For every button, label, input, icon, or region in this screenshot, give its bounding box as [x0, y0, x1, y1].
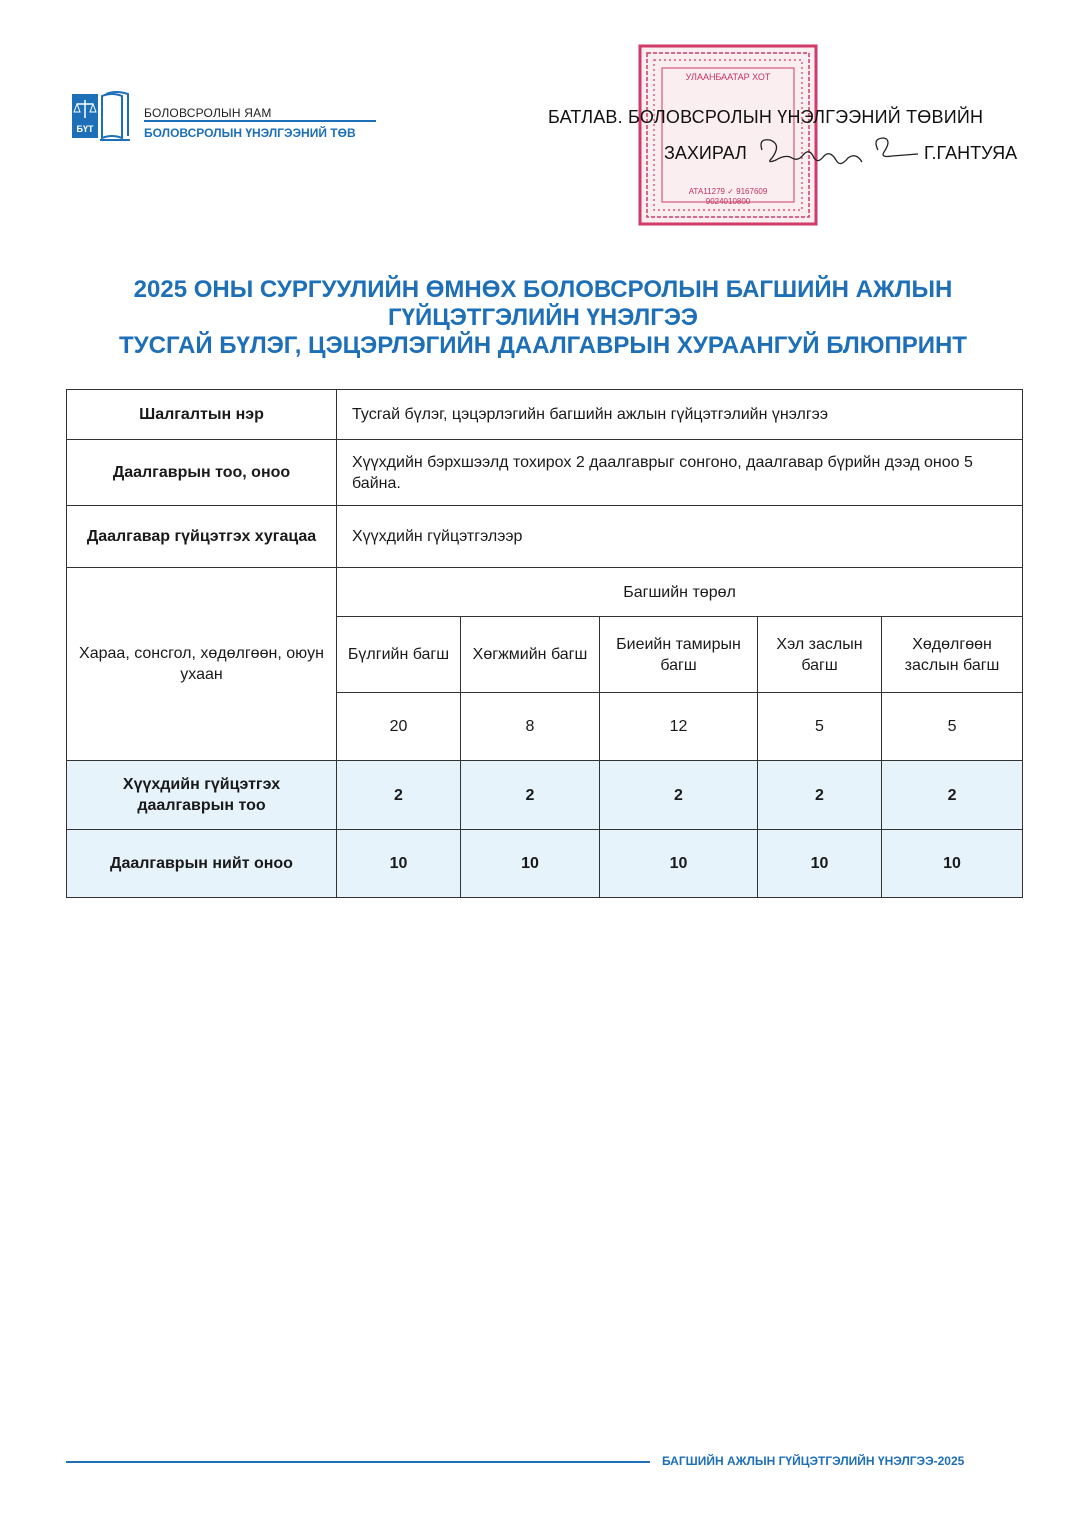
table-row	[67, 440, 1023, 506]
signature-icon	[752, 128, 922, 173]
total-value: 10	[758, 830, 882, 898]
title-line1: 2025 ОНЫ СУРГУУЛИЙН ӨМНӨХ БОЛОВСРОЛЫН БАГШИЙН АЖЛЫН	[133, 276, 953, 303]
task-count-label: Даалгаврын тоо, оноо	[67, 440, 337, 506]
approval-line2: ЗАХИРАЛ	[664, 143, 747, 163]
duration-value: Хүүхдийн гүйцэтгэлээр	[337, 506, 1023, 568]
table-row	[67, 568, 1023, 617]
title-line2: ГҮЙЦЭТГЭЛИЙН ҮНЭЛГЭЭ	[387, 304, 698, 331]
teacher-type: Бүлгийн багш	[337, 617, 461, 693]
total-value: 10	[882, 830, 1023, 898]
total-row-label: Даалгаврын нийт оноо	[67, 830, 337, 898]
logo-mark-text: БҮТ	[76, 124, 94, 134]
teacher-count: 5	[758, 693, 882, 761]
teacher-type: Хөгжмийн багш	[461, 617, 600, 693]
exam-name-value: Тусгай бүлэг, цэцэрлэгийн багшийн ажлын гүйцэтгэлийн үнэлгээ	[337, 390, 1023, 440]
teacher-type-header: Багшийн төрөл	[337, 568, 1023, 617]
table-row	[67, 390, 1023, 440]
teacher-type: Хэл заслын багш	[758, 617, 882, 693]
teacher-count: 5	[882, 693, 1023, 761]
stamp-numbers: АТА11279 ✓ 9167609	[688, 187, 768, 196]
blueprint-table	[66, 389, 1023, 898]
footer-text: БАГШИЙН АЖЛЫН ГҮЙЦЭТГЭЛИЙН ҮНЭЛГЭЭ-2025	[662, 1454, 965, 1468]
total-value: 10	[600, 830, 758, 898]
teacher-type: Биеийн тамирын багш	[600, 617, 758, 693]
total-value: 10	[461, 830, 600, 898]
tasks-value: 2	[758, 761, 882, 830]
tasks-value: 2	[882, 761, 1023, 830]
teacher-type: Хөдөлгөөн заслын багш	[882, 617, 1023, 693]
ministry-name: БОЛОВСРОЛЫН ЯАМ	[144, 106, 272, 120]
approval-line1: БАТЛАВ. БОЛОВСРОЛЫН ҮНЭЛГЭЭНИЙ ТӨВИЙН	[548, 107, 984, 127]
task-count-value: Хүүхдийн бэрхшээлд тохирох 2 даалгаврыг сонгоно, даалгавар бүрийн дээд оноо 5 байна.	[337, 440, 1023, 506]
category-label: Хараа, сонсгол, хөдөлгөөн, оюун ухаан	[67, 568, 337, 761]
tasks-value: 2	[461, 761, 600, 830]
document-title	[40, 276, 1046, 360]
tasks-value: 2	[600, 761, 758, 830]
exam-name-label: Шалгалтын нэр	[67, 390, 337, 440]
table-row	[67, 761, 1023, 830]
title-line3: ТУСГАЙ БҮЛЭГ, ЦЭЦЭРЛЭГИЙН ДААЛГАВРЫН ХУРААНГУЙ БЛЮПРИНТ	[119, 332, 967, 359]
stamp-reg: 9024010800	[705, 197, 751, 206]
stamp-city: УЛААНБААТАР ХОТ	[685, 72, 771, 82]
table-row	[67, 506, 1023, 568]
center-name: БОЛОВСРОЛЫН ҮНЭЛГЭЭНИЙ ТӨВ	[144, 126, 356, 140]
duration-label: Даалгавар гүйцэтгэх хугацаа	[67, 506, 337, 568]
total-value: 10	[337, 830, 461, 898]
tasks-row-label: Хүүхдийн гүйцэтгэх даалгаврын тоо	[67, 761, 337, 830]
tasks-value: 2	[337, 761, 461, 830]
table-row	[67, 830, 1023, 898]
teacher-count: 12	[600, 693, 758, 761]
teacher-count: 8	[461, 693, 600, 761]
teacher-count: 20	[337, 693, 461, 761]
director-name: Г.ГАНТУЯА	[924, 143, 1018, 163]
footer-divider	[66, 1461, 650, 1463]
header-logo	[70, 88, 390, 148]
logo-divider	[144, 120, 376, 122]
ministry-logo-icon	[70, 88, 136, 144]
